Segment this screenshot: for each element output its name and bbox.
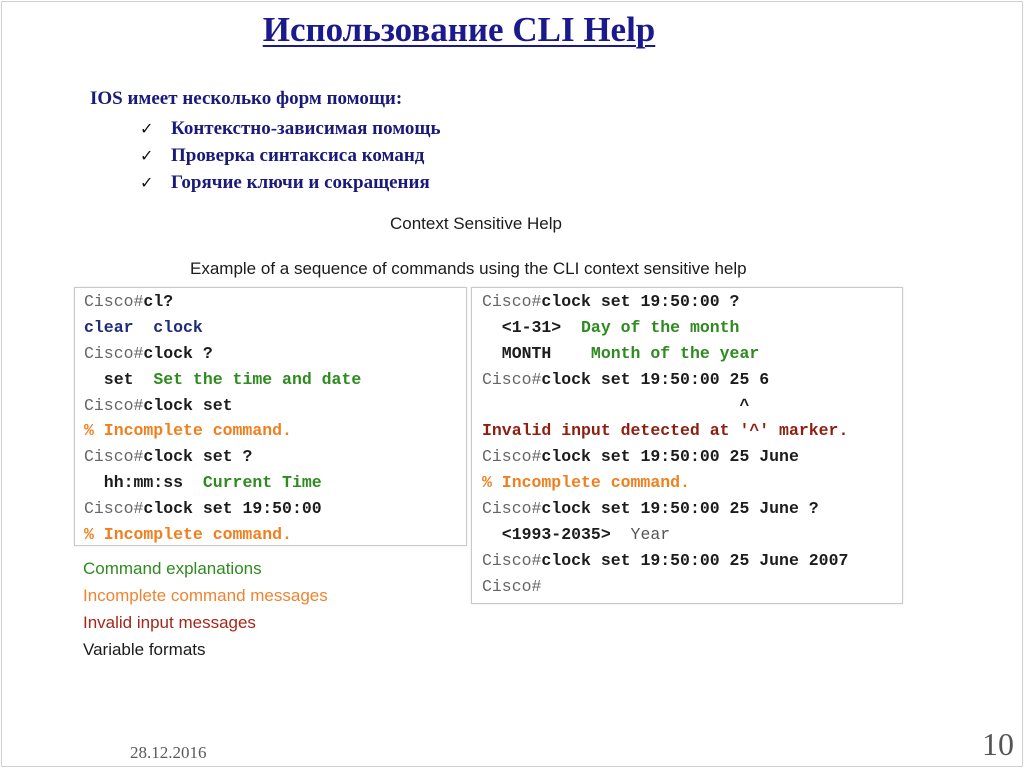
slide-date: 28.12.2016	[130, 743, 207, 762]
terminal-line	[84, 470, 466, 496]
prompt: Cisco#	[84, 343, 144, 363]
argument: hh:mm:ss	[84, 473, 184, 493]
terminal-line	[84, 341, 466, 367]
error-marker: ^	[739, 395, 750, 415]
terminal-panel-right	[471, 287, 903, 604]
bullet-text: Проверка синтаксиса команд	[171, 145, 425, 166]
terminal-panel-left	[74, 287, 467, 546]
check-icon: ✓	[140, 173, 154, 192]
terminal-line	[84, 418, 466, 444]
prompt: Cisco#	[482, 550, 542, 570]
terminal-line	[482, 522, 902, 548]
terminal-line	[482, 393, 902, 419]
prompt: Cisco#	[84, 447, 144, 467]
terminal-line	[482, 548, 902, 574]
terminal-line	[482, 367, 902, 393]
prompt: Cisco#	[84, 395, 144, 415]
terminal-line	[482, 341, 902, 367]
command: clock set 19:50:00 25 June 2007	[541, 550, 849, 570]
terminal-line	[482, 574, 902, 600]
intro-text: IOS имеет несколько форм помощи:	[90, 88, 403, 109]
slide-number: 10	[982, 726, 1014, 762]
example-heading: Example of a sequence of commands using the CLI context sensitive help	[190, 259, 747, 278]
incomplete-message: % Incomplete command.	[482, 473, 690, 493]
terminal-line	[482, 418, 902, 444]
terminal-line	[84, 496, 466, 522]
argument: <1-31>	[482, 317, 562, 337]
incomplete-message: % Incomplete command.	[84, 421, 292, 441]
terminal-line	[482, 496, 902, 522]
command: clock set 19:50:00 25 June	[541, 447, 799, 467]
command-options: clear clock	[84, 317, 203, 337]
bullet-item	[140, 169, 441, 196]
prompt: Cisco#	[84, 292, 144, 311]
command-explanation: Current Time	[202, 473, 322, 493]
bullet-item	[140, 115, 441, 142]
color-legend	[83, 555, 328, 663]
terminal-line	[482, 470, 902, 496]
variable-format: Year	[630, 525, 671, 545]
context-help-heading: Context Sensitive Help	[390, 214, 562, 233]
prompt: Cisco#	[482, 576, 542, 596]
legend-command-explanations: Command explanations	[83, 559, 262, 578]
prompt: Cisco#	[482, 447, 542, 467]
terminal-line	[84, 367, 466, 393]
bullet-list	[140, 115, 441, 196]
argument: <1993-2035>	[482, 525, 611, 545]
prompt: Cisco#	[482, 369, 542, 389]
slide-title: Использование CLI Help	[262, 10, 656, 49]
command: cl?	[143, 292, 174, 311]
terminal-line	[84, 315, 466, 341]
command: clock set 19:50:00	[143, 499, 322, 519]
prompt: Cisco#	[482, 499, 542, 519]
command: clock set	[143, 395, 233, 415]
terminal-line	[84, 289, 466, 315]
command: clock set ?	[143, 447, 253, 467]
command-explanation: Day of the month	[581, 317, 740, 337]
check-icon: ✓	[140, 146, 154, 165]
command: clock set 19:50:00 ?	[541, 292, 740, 311]
incomplete-message: % Incomplete command.	[84, 525, 292, 545]
command-explanation: Month of the year	[590, 343, 760, 363]
command: clock ?	[143, 343, 213, 363]
command: clock set 19:50:00 25 June ?	[541, 499, 819, 519]
command-explanation: Set the time and date	[153, 369, 362, 389]
prompt: Cisco#	[84, 499, 144, 519]
bullet-item	[140, 142, 441, 169]
terminal-line	[84, 522, 466, 548]
argument: set	[84, 369, 134, 389]
terminal-line	[84, 444, 466, 470]
legend-incomplete-messages: Incomplete command messages	[83, 586, 328, 605]
check-icon: ✓	[140, 119, 154, 138]
bullet-text: Контекстно-зависимая помощь	[171, 118, 441, 139]
terminal-line	[482, 444, 902, 470]
terminal-line	[482, 289, 902, 315]
argument: MONTH	[482, 343, 552, 363]
legend-variable-formats: Variable formats	[83, 640, 206, 659]
command: clock set 19:50:00 25 6	[541, 369, 770, 389]
bullet-text: Горячие ключи и сокращения	[171, 172, 430, 193]
terminal-line	[84, 393, 466, 419]
invalid-input-message: Invalid input detected at '^' marker.	[482, 421, 849, 441]
legend-invalid-messages: Invalid input messages	[83, 613, 256, 632]
prompt: Cisco#	[482, 292, 542, 311]
terminal-line	[482, 315, 902, 341]
